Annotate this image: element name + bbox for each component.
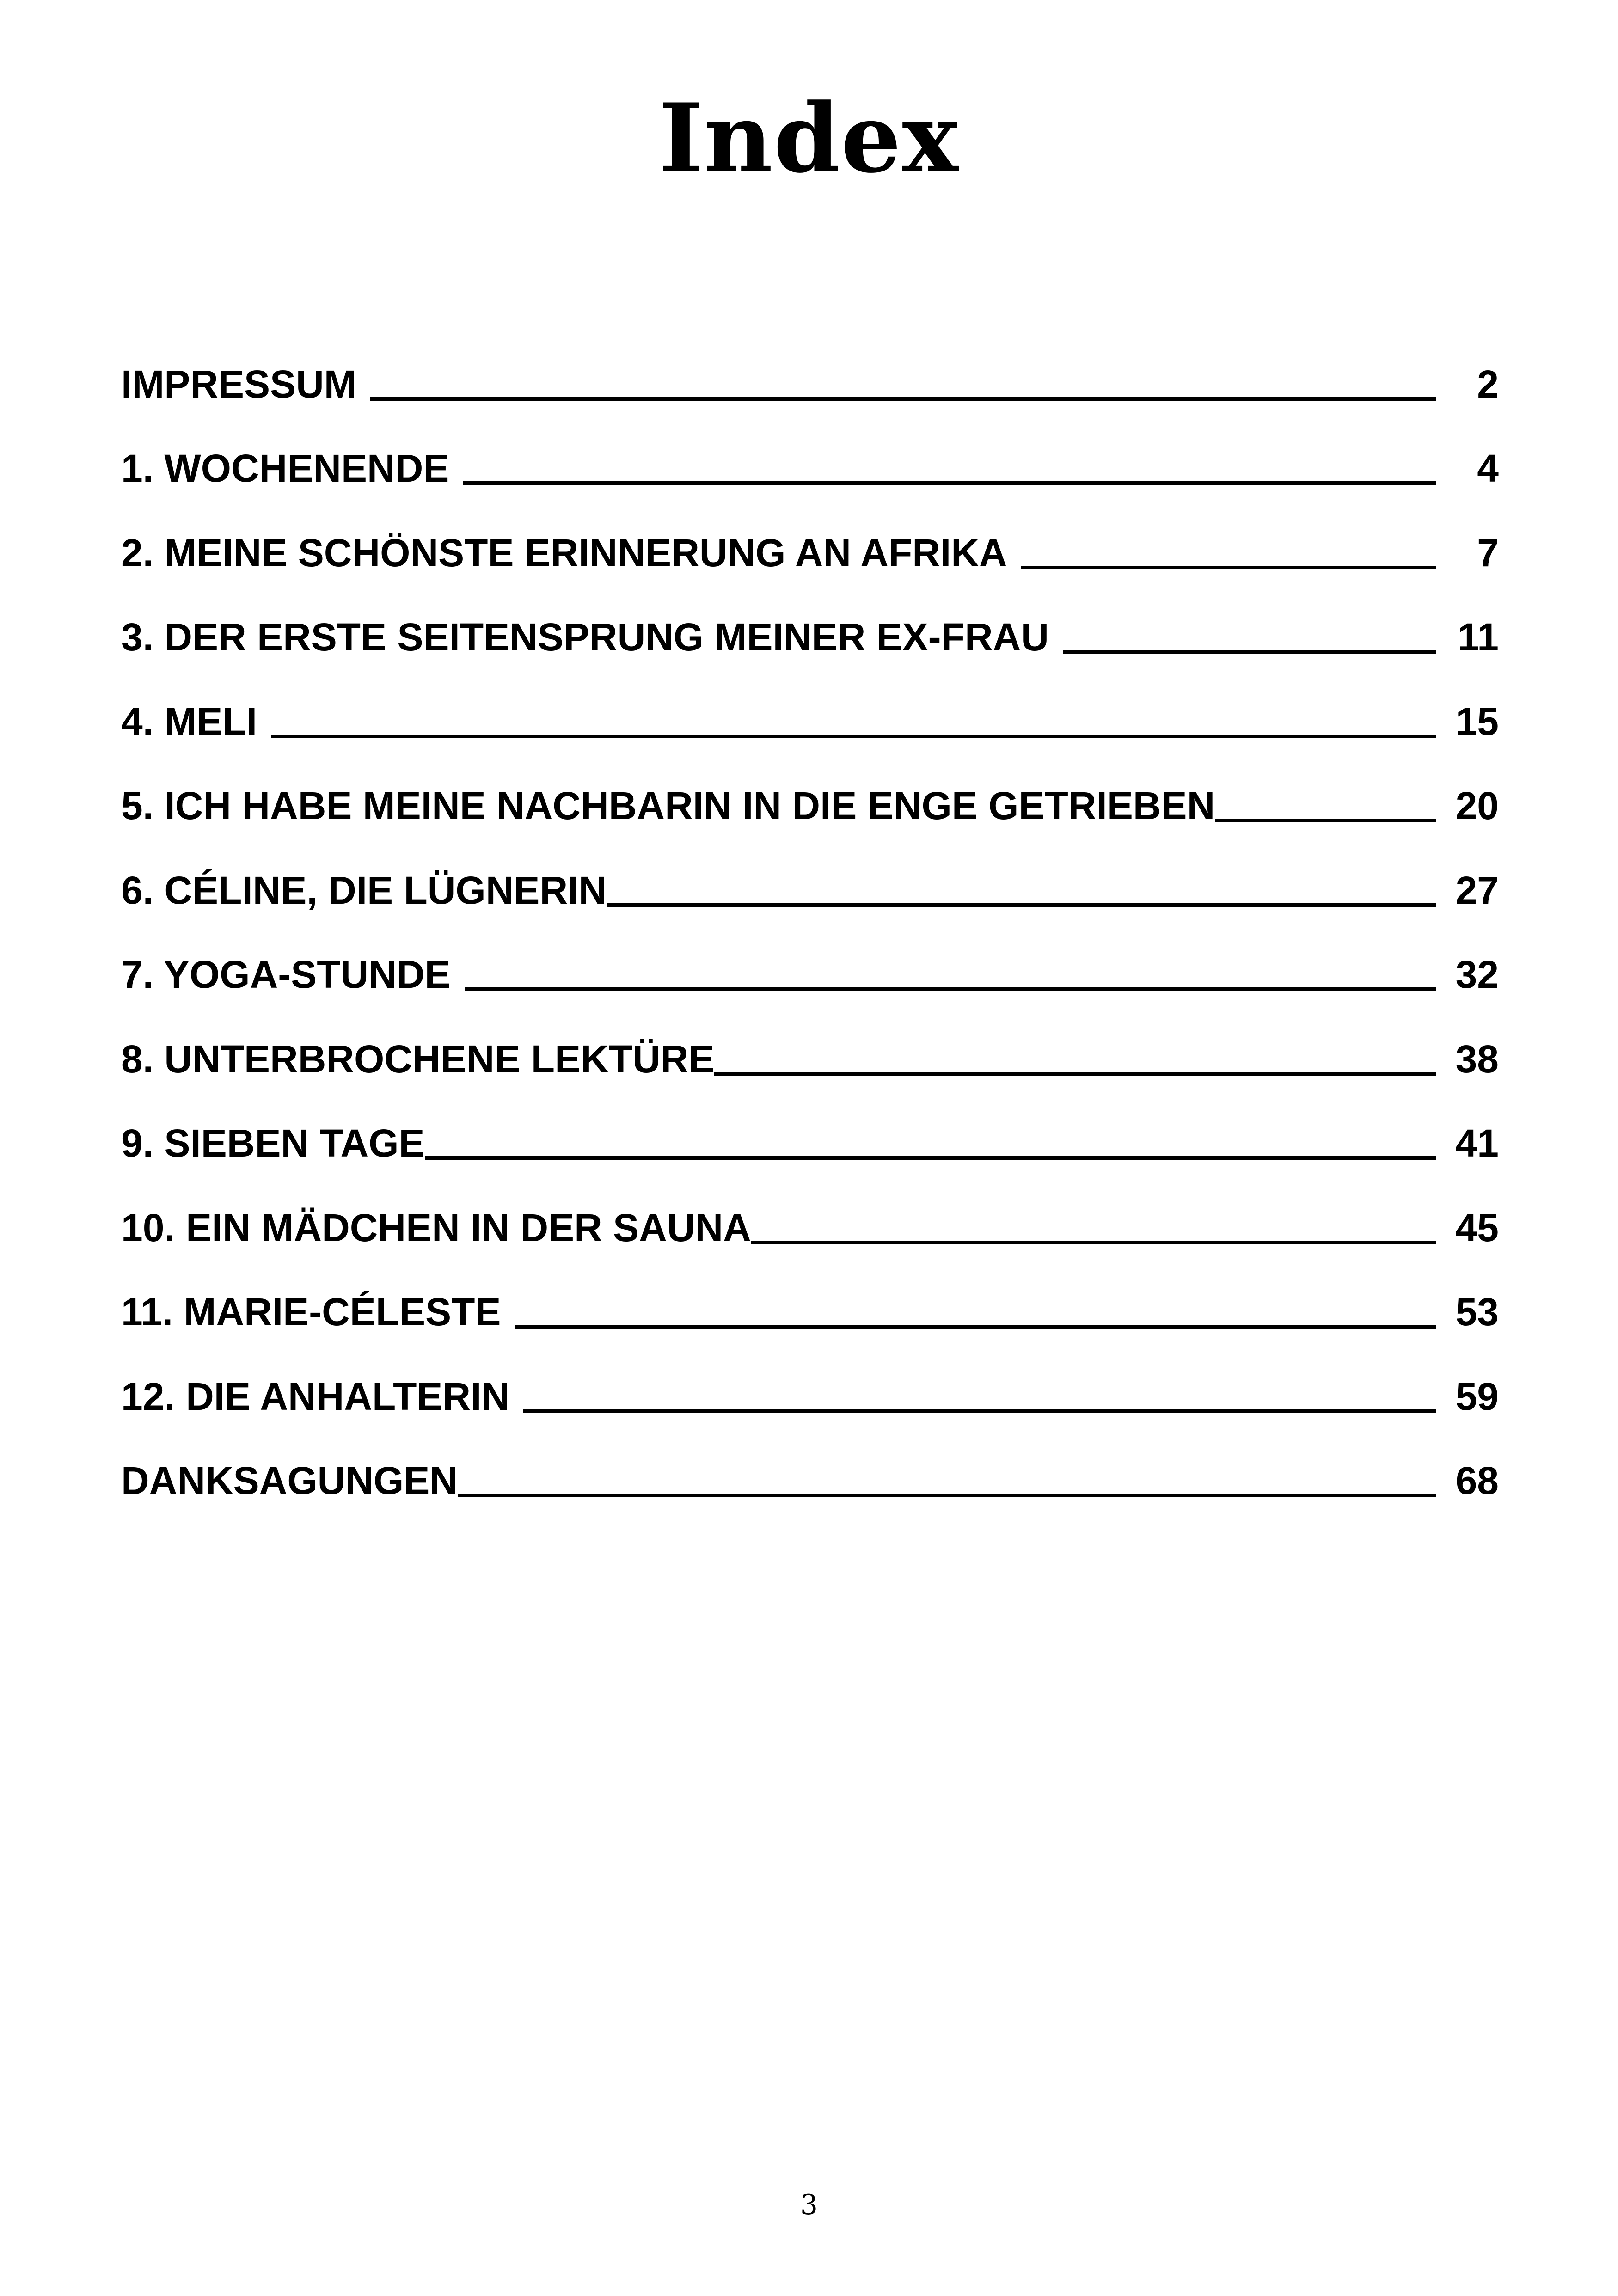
page-title: Index (658, 83, 960, 194)
toc-entry-page: 41 (1455, 1121, 1499, 1165)
toc-leader-line (714, 1072, 1436, 1076)
toc-entry-chapter-1[interactable] (121, 416, 1499, 501)
toc-leader-line (458, 1494, 1436, 1497)
toc-entry-chapter-9[interactable] (121, 1091, 1499, 1176)
toc-entry-chapter-2[interactable] (121, 501, 1499, 585)
page-number: 3 (800, 2189, 818, 2221)
toc-entry-title: 7. YOGA-STUNDE (121, 953, 451, 996)
toc-leader-line (465, 987, 1436, 991)
toc-leader-line (607, 903, 1436, 907)
toc-entry-title: 1. WOCHENENDE (121, 447, 449, 490)
toc-entry-title: 4. MELI (121, 699, 257, 743)
toc-entry-title: 9. SIEBEN TAGE (121, 1121, 425, 1165)
toc-entry-title: 3. DER ERSTE SEITENSPRUNG MEINER EX-FRAU (121, 615, 1049, 659)
toc-leader-line (370, 397, 1436, 401)
toc-entry-title: 12. DIE ANHALTERIN (121, 1374, 510, 1418)
toc-entry-page: 45 (1455, 1206, 1499, 1249)
toc-entry-page: 2 (1477, 362, 1499, 406)
toc-entry-chapter-8[interactable] (121, 1007, 1499, 1091)
toc-entry-chapter-4[interactable] (121, 669, 1499, 754)
toc-leader-line (425, 1156, 1436, 1160)
toc-entry-title: DANKSAGUNGEN (121, 1459, 458, 1502)
toc-leader-line (271, 735, 1436, 738)
toc-entry-chapter-6[interactable] (121, 838, 1499, 923)
toc-entry-page: 27 (1455, 868, 1499, 912)
toc-leader-line (463, 481, 1436, 485)
toc-entry-danksagungen[interactable] (121, 1429, 1499, 1513)
toc-leader-line (1215, 819, 1436, 822)
toc-entry-page: 4 (1477, 447, 1499, 490)
toc-entry-chapter-3[interactable] (121, 585, 1499, 670)
toc-entry-page: 15 (1455, 699, 1499, 743)
toc-entry-title: 8. UNTERBROCHENE LEKTÜRE (121, 1037, 715, 1081)
toc-leader-line (1021, 566, 1436, 569)
toc-entry-title: 2. MEINE SCHÖNSTE ERINNERUNG AN AFRIKA (121, 531, 1007, 575)
toc-entry-impressum[interactable] (121, 332, 1499, 416)
toc-leader-line (515, 1325, 1436, 1329)
toc-leader-line (523, 1409, 1436, 1413)
toc-entry-title: 5. ICH HABE MEINE NACHBARIN IN DIE ENGE GETRIEBEN (121, 784, 1215, 827)
toc-entry-page: 11 (1458, 615, 1499, 659)
toc-entry-title: IMPRESSUM (121, 362, 356, 406)
toc-entry-title: 11. MARIE-CÉLESTE (121, 1290, 501, 1334)
toc-entry-chapter-12[interactable] (121, 1344, 1499, 1429)
toc-entry-chapter-10[interactable] (121, 1176, 1499, 1260)
toc-entry-title: 6. CÉLINE, DIE LÜGNERIN (121, 868, 607, 912)
toc-entry-page: 38 (1455, 1037, 1499, 1081)
toc-leader-line (751, 1241, 1436, 1244)
toc-entry-chapter-7[interactable] (121, 923, 1499, 1007)
toc-entry-page: 32 (1455, 953, 1499, 996)
toc-entry-page: 68 (1455, 1459, 1499, 1502)
toc-entry-page: 20 (1455, 784, 1499, 827)
toc-entry-page: 59 (1455, 1374, 1499, 1418)
toc-entry-chapter-11[interactable] (121, 1260, 1499, 1345)
toc-entry-page: 7 (1477, 531, 1499, 575)
toc-entry-page: 53 (1455, 1290, 1499, 1334)
toc-entry-chapter-5[interactable] (121, 754, 1499, 839)
toc-entry-title: 10. EIN MÄDCHEN IN DER SAUNA (121, 1206, 751, 1249)
table-of-contents (121, 332, 1499, 1513)
toc-leader-line (1063, 650, 1436, 654)
